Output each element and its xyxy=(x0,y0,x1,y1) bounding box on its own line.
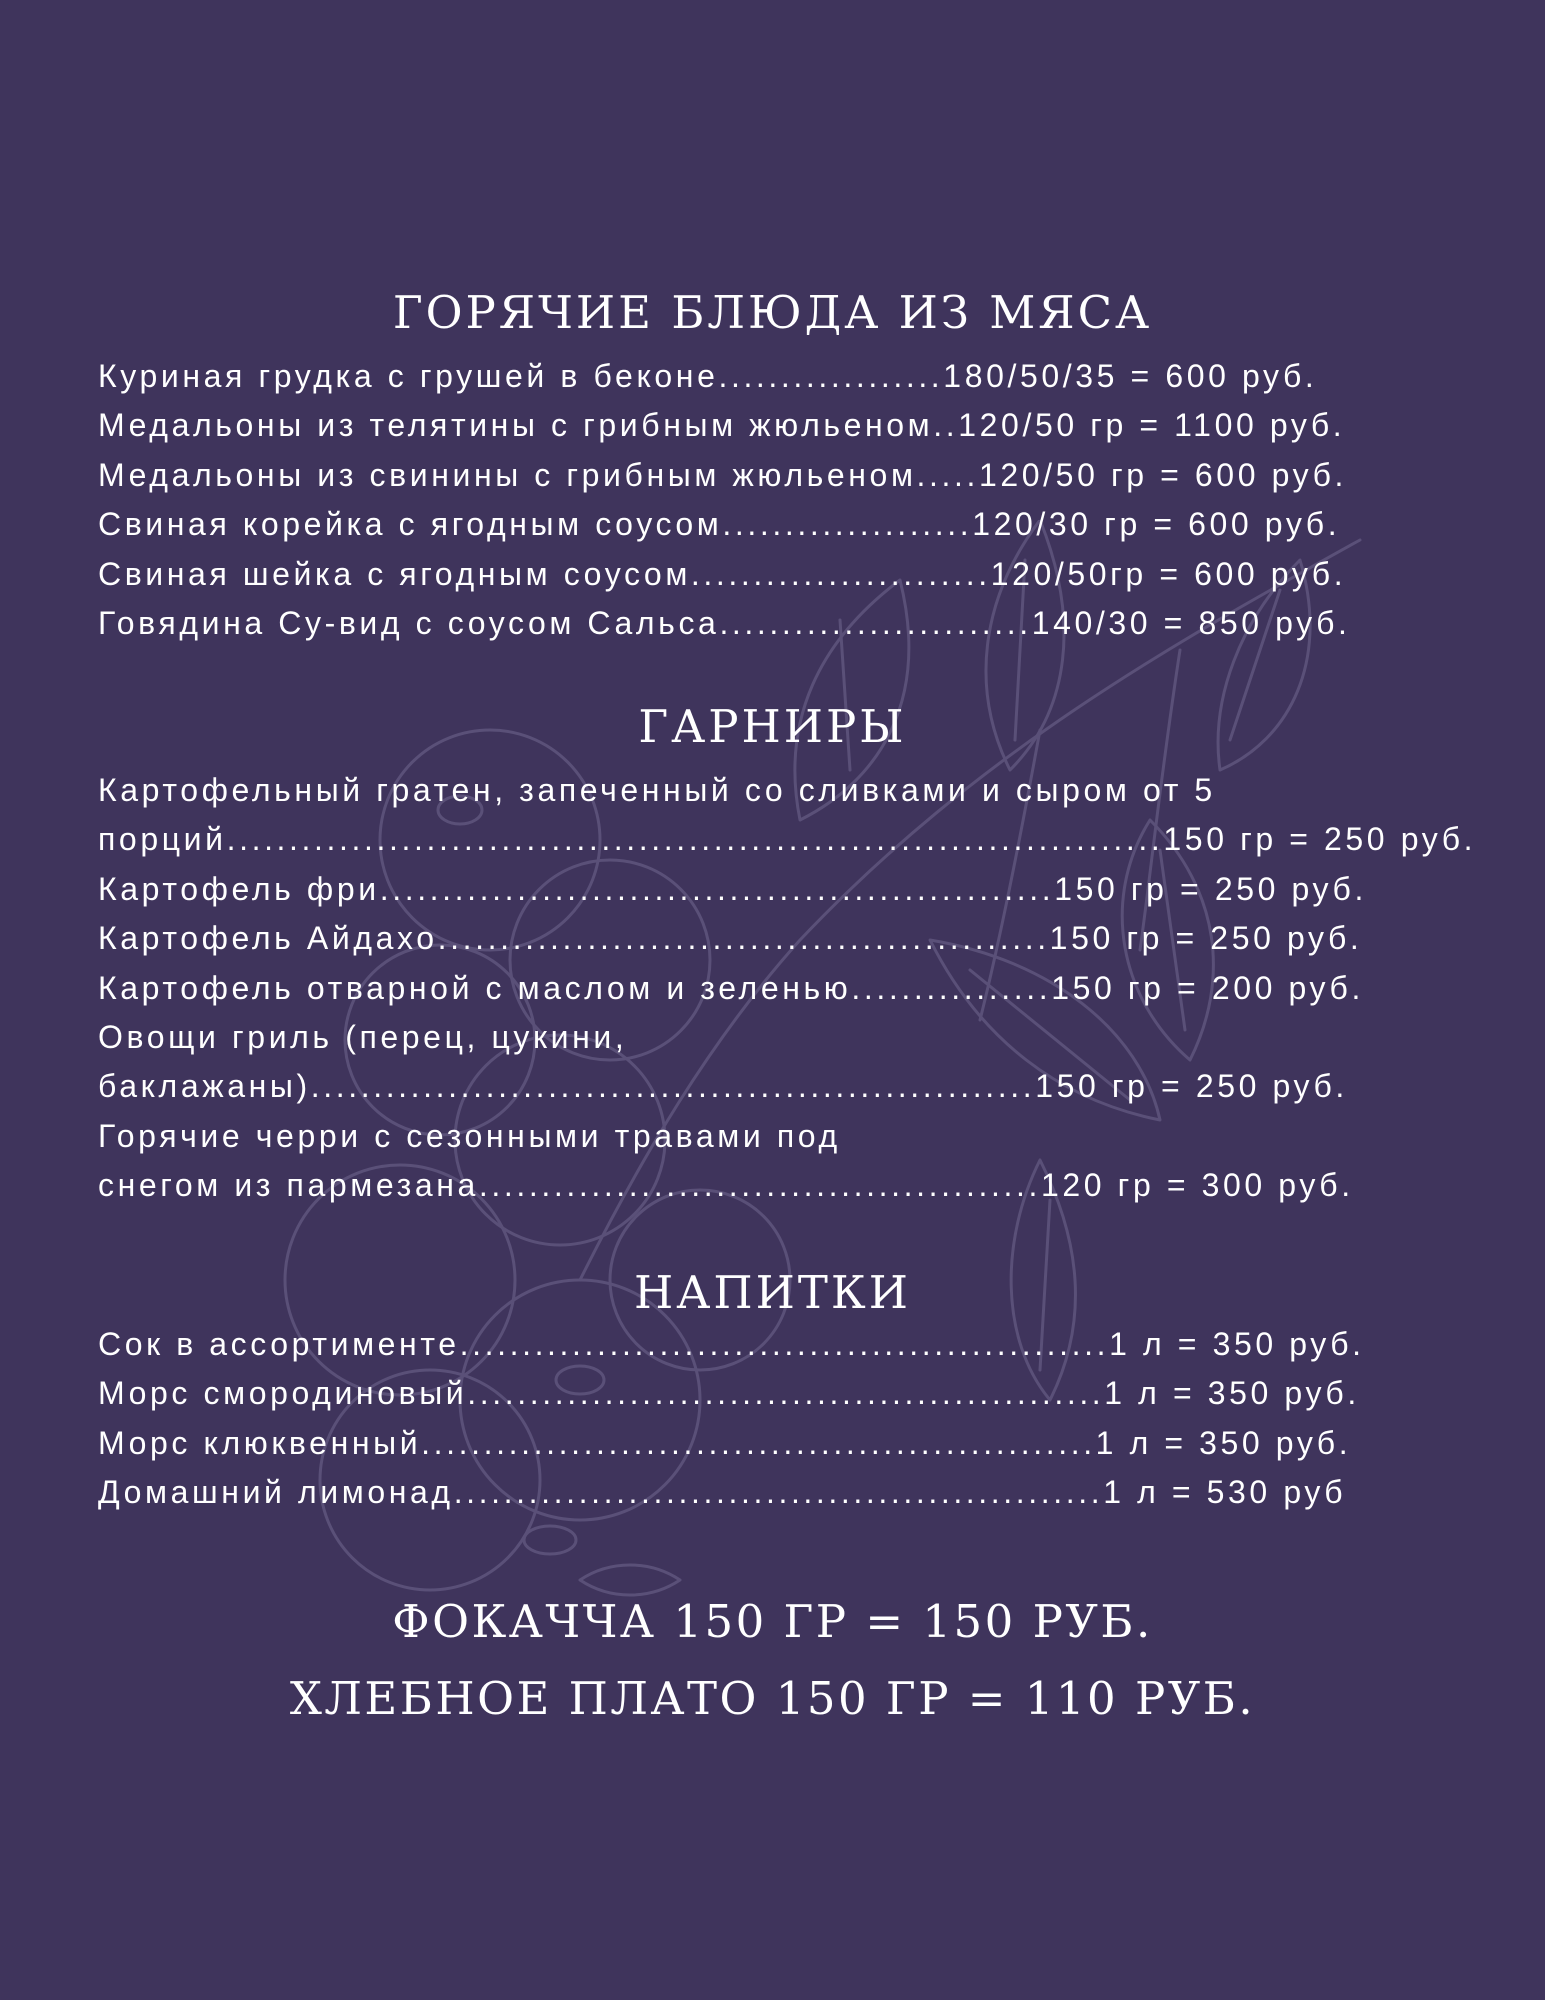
focaccia-price: ФОКАЧЧА 150 ГР = 150 РУБ. xyxy=(392,1595,1153,1648)
list-item: снегом из пармезана.............................................120 гр = 300 руб. xyxy=(98,1167,1354,1204)
list-item: баклажаны)..........................................................150 гр = 250 руб. xyxy=(98,1068,1348,1105)
list-item: Говядина Су-вид с соусом Сальса.........................140/30 = 850 руб. xyxy=(98,605,1351,642)
list-item: Горячие черри с сезонными травами под xyxy=(98,1117,841,1154)
section-title-drinks: НАПИТКИ xyxy=(634,1266,911,1319)
bread-plate-price: ХЛЕБНОЕ ПЛАТО 150 ГР = 110 РУБ. xyxy=(289,1672,1256,1725)
section-title-meat: ГОРЯЧИЕ БЛЮДА ИЗ МЯСА xyxy=(392,286,1153,339)
list-item: Овощи гриль (перец, цукини, xyxy=(98,1019,628,1056)
section-items-garnishes xyxy=(98,766,1476,1211)
list-item: Свиная шейка с ягодным соусом........................120/50гр = 600 руб. xyxy=(98,555,1347,592)
list-item: Морс клюквенный......................................................1 л = 350 руб. xyxy=(98,1424,1352,1461)
list-item: Домашний лимонад....................................................1 л = 530 руб xyxy=(98,1474,1347,1511)
list-item: Сок в ассортименте....................................................1 л = 350 руб. xyxy=(98,1326,1365,1362)
list-item: порций...........................................................................150 гр = 250 руб. xyxy=(98,821,1477,858)
section-items-drinks xyxy=(98,1320,1365,1518)
list-item: Медальоны из свинины с грибным жюльеном.....120/50 гр = 600 руб. xyxy=(98,456,1347,493)
list-item: Морс смородиновый...................................................1 л = 350 руб. xyxy=(98,1375,1360,1412)
list-item: Картофельный гратен, запеченный со сливками и сыром от 5 xyxy=(98,772,1216,808)
list-item: Картофель Айдахо.................................................150 гр = 250 руб. xyxy=(98,920,1363,957)
section-items-meat xyxy=(98,352,1351,648)
list-item: Картофель отварной с маслом и зеленью................150 гр = 200 руб. xyxy=(98,969,1364,1006)
list-item: Куриная грудка с грушей в беконе..................180/50/35 = 600 руб. xyxy=(98,358,1318,394)
list-item: Медальоны из телятины с грибным жюльеном..120/50 гр = 1100 руб. xyxy=(98,407,1346,444)
list-item: Картофель фри......................................................150 гр = 250 руб. xyxy=(98,870,1367,907)
section-title-garnishes: ГАРНИРЫ xyxy=(638,700,907,753)
list-item: Свиная корейка с ягодным соусом....................120/30 гр = 600 руб. xyxy=(98,506,1341,543)
